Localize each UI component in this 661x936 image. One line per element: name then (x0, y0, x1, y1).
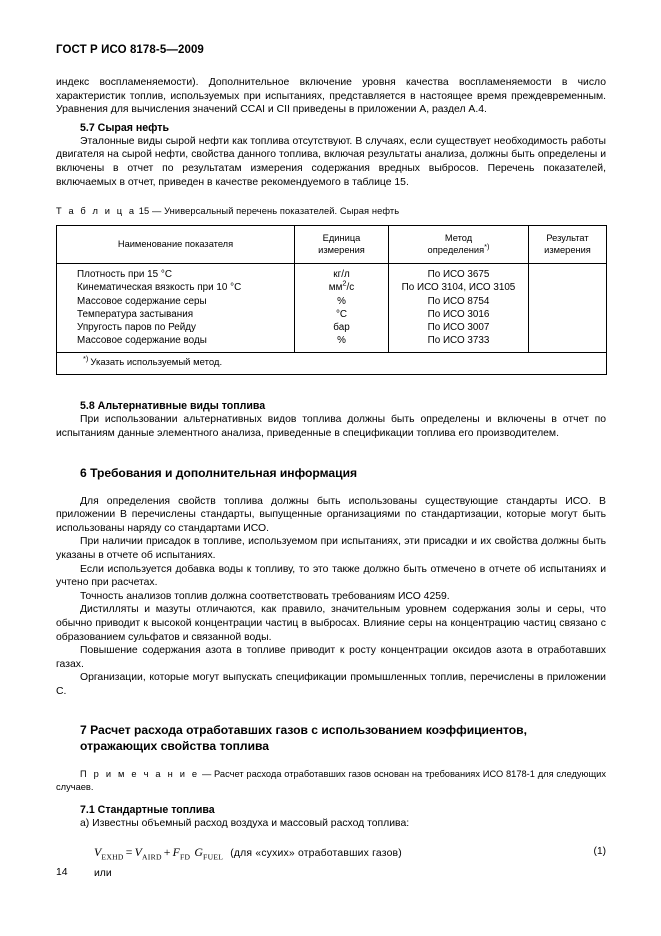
formula-lhs-subscript: EXHD (101, 852, 124, 862)
footnote-marker-header: *) (484, 242, 490, 252)
column-header-result (529, 226, 607, 264)
list-item (529, 308, 606, 321)
list-item: % (337, 295, 346, 307)
table-caption-label: Т а б л и ц а (56, 206, 137, 217)
heading-7-line2: отражающих свойства топлива (80, 739, 270, 754)
paragraph-6-2: При наличии присадок в топливе, используемом при испытаниях, эти присадки и их свойства должны быть указаны в отчете об испытаниях. (56, 536, 606, 561)
column-header-parameter-name: Наименование показателя (57, 226, 295, 264)
cell-parameter-names (57, 264, 295, 353)
formula-lhs-variable: V (94, 844, 102, 859)
cell-units (295, 264, 389, 353)
list-item: По ИСО 3733 (427, 335, 490, 347)
paragraph-6-7: Организации, которые могут выпускать спецификации промышленных топлив, перечислены в приложении С. (56, 672, 606, 697)
formula-term2-variable: F (172, 844, 180, 859)
table-footnote-row (57, 353, 607, 375)
note-section-7 (56, 768, 606, 793)
page-content (56, 0, 606, 882)
spacer (56, 375, 606, 399)
paragraph-6-4: Точность анализов топлив должна соответствовать требованиям ИСО 4259. (80, 590, 450, 602)
list-item: Кинематическая вязкость при 10 °С (77, 282, 242, 294)
formula-plus-sign: + (163, 844, 171, 859)
paragraph-6-5: Дистилляты и мазуты отличаются, как правило, значительным уровнем содержания золы и серы, что обычно приводит к высокой концентрации частиц в выбросах. Влияние серы на концентрацию частиц связано с образованием сульфатов и связанной воды. (56, 604, 606, 643)
list-item (529, 321, 606, 334)
formula-equals-sign: = (125, 844, 133, 859)
list-item (529, 281, 606, 294)
formula-term1-subscript: AIRD (141, 852, 162, 862)
spacer (56, 831, 606, 843)
table-header-row (57, 226, 607, 264)
paragraph-6-3: Если используется добавка воды к топливу, то это также должно быть отмечено в отчете об испытаниях и учтено при расчетах. (56, 563, 606, 589)
column-header-unit-line2: измерения (318, 245, 365, 256)
column-header-method-line1: Метод (444, 233, 473, 244)
note-text: — Расчет расхода отработавших газов основан на требованиях ИСО 8178-1 для следующих случаев. (56, 769, 606, 792)
list-item: кг/л (333, 269, 350, 281)
formula-term3-variable: G (194, 844, 204, 859)
spacer (56, 698, 606, 722)
spacer (56, 793, 606, 803)
heading-7-line1: 7 Расчет расхода отработавших газов с использованием коэффициентов, (80, 723, 527, 738)
unit-base: мм (328, 282, 343, 294)
table-15-crude-oil-parameters (56, 225, 607, 375)
cell-methods (389, 264, 529, 353)
footnote-text: Указать используемый метод. (90, 357, 223, 369)
list-item: По ИСО 8754 (427, 295, 490, 307)
table-header (57, 226, 607, 264)
table-caption-text: — Универсальный перечень показателей. Сырая нефть (152, 206, 400, 217)
spacer (56, 217, 606, 225)
list-item (529, 268, 606, 281)
formula-continuation-or: или (94, 868, 112, 880)
unit-exponent: 2 (342, 279, 347, 289)
formula-1-expression (94, 844, 402, 862)
heading-5-7-crude-oil: 5.7 Сырая нефть (80, 121, 169, 134)
equation-number-1: (1) (593, 845, 606, 857)
parameter-name-list (57, 264, 294, 352)
formula-term1-variable: V (134, 844, 142, 859)
paragraph-6-1: Для определения свойств топлива должны быть использованы существующие стандарты ИСО. В приложении В перечислены стандарты, выпущенные организациями по стандартизации, которые могут быть использованы наряду со стандартами ИСО. (56, 495, 606, 534)
page-number: 14 (56, 867, 68, 878)
column-header-unit-line1: Единица (322, 233, 361, 244)
table-caption-number: 15 (138, 206, 150, 217)
spacer (56, 0, 606, 76)
list-item: По ИСО 3104, ИСО 3105 (401, 282, 516, 294)
footnote-marker: *) (83, 354, 89, 364)
paragraph-continued-from-previous-page: индекс воспламеняемости). Дополнительное включение уровня качества воспламеняемости в число характеристик топлив, используемых при испытаниях, представляется в настоящее время преждевременным. Уравнения для вычисления значений CCAI и CII приведены в приложении А, раздел А.4. (56, 77, 606, 116)
paragraph-5-8-body: При использовании альтернативных видов топлива должны быть определены и включены в отчет по испытаниям данные элементного анализа, приведенные в спецификации топлива его производителем. (56, 414, 606, 439)
unit-tail: /с (346, 282, 355, 294)
paragraph-6-6: Повышение содержания азота в топливе приводит к росту концентрации оксидов азота в отработавших газах. (56, 645, 606, 670)
formula-condition-note: (для «сухих» отработавших газов) (230, 847, 402, 859)
formula-term2-subscript: FD (180, 852, 191, 862)
spacer (56, 481, 606, 495)
heading-5-8-alternative-fuels: 5.8 Альтернативные виды топлива (80, 400, 266, 413)
formula-term3-subscript: FUEL (203, 852, 224, 862)
list-item (529, 334, 606, 347)
list-item: По ИСО 3675 (427, 269, 490, 281)
column-header-result-line2: измерения (544, 245, 591, 256)
list-item (295, 281, 388, 294)
list-item: % (337, 335, 346, 347)
list-item: По ИСО 3007 (427, 321, 490, 333)
column-header-method (389, 226, 529, 264)
list-item: По ИСО 3016 (427, 308, 490, 320)
table-body (57, 264, 607, 375)
column-header-result-line1: Результат (546, 233, 589, 244)
list-item: Температура застывания (77, 308, 194, 320)
spacer (56, 441, 606, 465)
list-item: Упругость паров по Рейду (77, 321, 196, 333)
heading-7-exhaust-gas-flow-calculation (56, 722, 606, 754)
heading-7-1-standard-fuels: 7.1 Стандартные топлива (80, 804, 215, 817)
table-row (57, 264, 607, 353)
unit-list (295, 264, 388, 352)
list-item: Массовое содержание воды (77, 335, 207, 347)
heading-6-requirements: 6 Требования и дополнительная информация (80, 465, 358, 480)
note-label: П р и м е ч а н и е (80, 769, 200, 780)
spacer (56, 754, 606, 768)
cell-footnote (57, 353, 607, 375)
item-a-known-flows: а) Известны объемный расход воздуха и массовый расход топлива: (80, 818, 410, 830)
list-item (529, 295, 606, 308)
method-list (389, 264, 528, 352)
result-list (529, 264, 606, 352)
cell-results-empty (529, 264, 607, 353)
spacer (56, 189, 606, 205)
list-item: Плотность при 15 °С (77, 269, 172, 281)
page-header-standard-number: ГОСТ Р ИСО 8178-5—2009 (56, 44, 204, 56)
column-header-unit (295, 226, 389, 264)
list-item: Массовое содержание серы (77, 295, 207, 307)
paragraph-5-7-body: Эталонные виды сырой нефти как топлива отсутствуют. В случаях, если существует необходимость работы двигателя на сырой нефти, свойства данного топлива, включая результаты анализа, должны быть определены и включены в отчет по результатам измерения содержания вредных выбросов. Перечень показателей, включаемых в отчет, приведен в качестве рекомендуемого в таблице 15. (56, 135, 606, 188)
column-header-method-line2: определения (427, 245, 485, 256)
formula-1-row (56, 843, 606, 866)
table-15-caption (56, 205, 606, 217)
list-item: бар (333, 321, 350, 333)
list-item: °С (335, 308, 348, 320)
